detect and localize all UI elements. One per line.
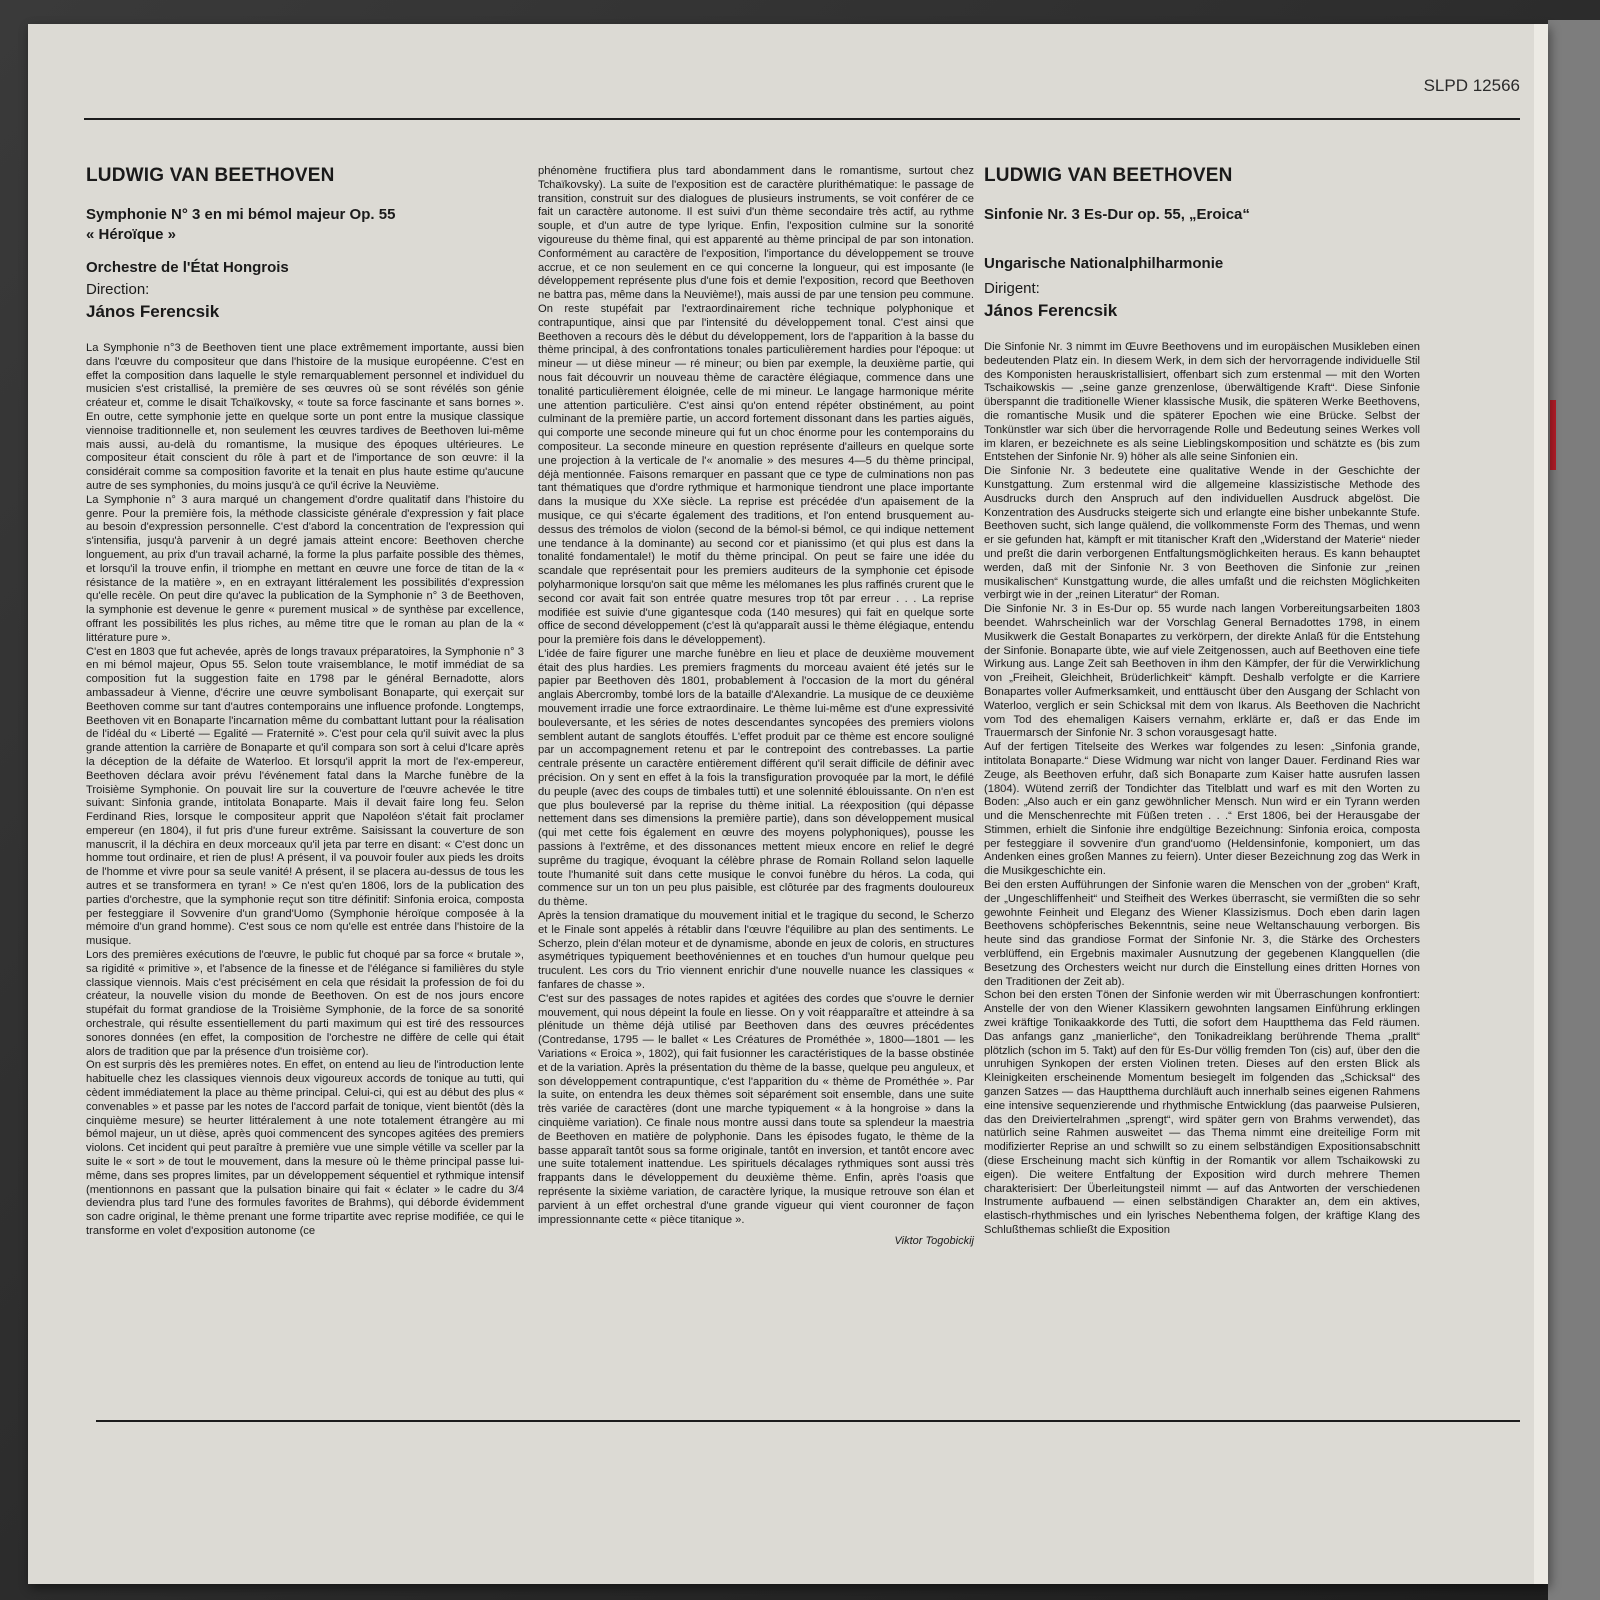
author-signature: Viktor Togobickij: [894, 1235, 974, 1248]
bottom-rule: [96, 1420, 1520, 1422]
direction-label: Direction:: [86, 281, 150, 298]
front-cover-edge: [1548, 20, 1600, 1600]
paragraph: Die Sinfonie Nr. 3 bedeutete eine qualitative Wende in der Geschichte der Kunstgattung. Zum erstenmal wird die allgemeine klassizistische Methode des Ausdrucks durch den Anspruch auf den individuellen Ausdruck abgelöst. Die Konzentration des Ausdrucks steigerte sich und erlangte eine bisher unbekannte Stufe. Beethoven sucht, sich lange quälend, die vollkommenste Form des Themas, und wenn er sie gefunden hat, kämpft er mit titanischer Kraft den „Widerstand der Materie“ nieder und preßt die darin verborgenen Entfaltungsmöglichkeiten heraus. Es kann behauptet werden, daß mit der Sinfonie Nr. 3 von Beethoven die Sinfonie zur „reinen musikalischen“ Kunstgattung wurde, die alles umfaßt und die reichsten Möglichkeiten verbirgt wie in der „reinen Literatur“ der Roman.: [984, 465, 1420, 602]
french-column-2: [538, 165, 974, 1247]
paragraph: C'est en 1803 que fut achevée, après de longs travaux préparatoires, la Symphonie n° 3 en mi bémol majeur, Opus 55. Selon toute vraisemblance, le motif immédiat de sa composition fut la suggestion faite en 1798 par le général Bernadotte, alors ambassadeur à Vienne, d'écrire une œuvre symbolisant Bonaparte, qui exerçait sur Beethoven comme sur tant d'autres contemporains une influence profonde. Longtemps, Beethoven vit en Bonaparte l'incarnation même du combattant luttant pour la réalisation de l'idéal du « Liberté — Egalité — Fraternité ». C'est pour cela qu'il suivit avec la plus grande attention la carrière de Bonaparte et qu'il compara son sort à celui d'Icare après la déception de la défaite de Waterloo. Et lorsqu'il apprit la mort de l'ex-empereur, Beethoven déclara avoir prévu l'événement fatal dans la Marche funèbre de la Troisième Symphonie. On pouvait lire sur la couverture de l'œuvre achevée le titre suivant: Sinfonia grande, intitolata Bonaparte. Mais il devait faire long feu. Selon Ferdinand Ries, lorsque le compositeur apprit que Napoléon s'était fait proclamer empereur (en 1804), il fut pris d'une fureur extrême. Saisissant la couverture de son manuscrit, il la déchira en deux morceaux qu'il jeta par terre en disant: « C'est donc un homme tout ordinaire, et rien de plus! A présent, il va pouvoir fouler aux pieds les droits de l'homme et vivre pour sa seule vanité! A présent, il se placera au-dessus de tous les autres et se transformera en tyran! » Ce n'est qu'en 1806, lors de la publication des parties d'orchestre, que la symphonie reçut son titre définitif: Sinfonia eroica, composta per festeggiare il Sovvenire d'un grand'Uomo (Symphonie héroïque composée à la mémoire d'un grand homme). C'est sous ce nom qu'elle est entrée dans l'histoire de la musique.: [86, 645, 524, 948]
paragraph: Lors des premières exécutions de l'œuvre, le public fut choqué par sa force « brutale », sa rigidité « primitive », et l'absence de la finesse et de l'élégance si familières du style classique viennois. Mais c'est précisément en cela que résidait la profession de foi du créateur, la nouvelle vision du monde de Beethoven. On est de nos jours encore stupéfait du format grandiose de la Troisième Symphonie, de la force de sa sonorité orchestrale, qui résulte essentiellement du parti maximum qui est tiré des ressources sonores données (en effet, la composition de l'orchestre ne diffère de celle qui était alors de tradition que par la présence d'un troisième cor).: [86, 949, 524, 1058]
dirigent-label: Dirigent:: [984, 280, 1040, 297]
composer-heading-fr: LUDWIG VAN BEETHOVEN: [86, 165, 335, 186]
composer-heading-de: LUDWIG VAN BEETHOVEN: [984, 165, 1233, 186]
cover-red-accent: [1550, 400, 1556, 470]
paragraph: C'est sur des passages de notes rapides et agitées des cordes que s'ouvre le dernier mouvement, qui nous dépeint la foule en liesse. On y voit réapparaître et atteindre à sa plénitude un thème déjà utilisé par Beethoven dans des œuvres précédentes (Contredanse, 1795 — le ballet « Les Créatures de Prométhée », 1800—1801 — les Variations « Eroica », 1802), qui fait fusionner les caractéristiques de la basse obstinée et de la variation. Après la présentation du thème de la basse, quelque peu anguleux, et son développement contrapuntique, c'est l'apparition du « thème de Prométhée ». Par la suite, on entendra les deux thèmes soit séparément soit ensemble, dans une suite très variée de caractères (dont une marche typiquement « à la hongroise » dans la cinquième variation). Ce finale nous montre aussi dans toute sa splendeur la maestria de Beethoven en matière de polyphonie. Dans les épisodes fugato, le thème de la basse apparaît tantôt sous sa forme originale, tantôt en inversion, et tantôt encore avec une suite totalement inattendue. Les spirituels décalages rythmiques sont aussi très frappants dans le développement du deuxième thème. Enfin, après l'oasis que représente la sixième variation, de caractère lyrique, la musique retrouve son élan et parvient à un effet orchestral d'une grande vigueur qui vient couronner de façon impressionnante cette « pièce titanique ».: [538, 992, 974, 1226]
paragraph: L'idée de faire figurer une marche funèbre en lieu et place de deuxième mouvement était des plus hardies. Les premiers fragments du morceau avaient été jetés sur le papier par Beethoven dès 1801, probablement à l'occasion de la mort du général anglais Abercromby, tombé lors de la bataille d'Alexandrie. La musique de ce deuxième mouvement irradie une force extraordinaire. Le thème lui-même est d'une expressivité bouleversante, et les séries de notes descendantes syncopées des premiers violons semblent autant de sanglots étouffés. L'effet produit par ce thème est encore souligné par un accompagnement retenu et par le contrepoint des contrebasses. La partie centrale présente un caractère entièrement différent qu'il serait difficile de définir avec précision. On y sent en effet à la fois la transfiguration provoquée par la mort, le défilé du peuple (avec des coups de timbales tutti) et une solennité éblouissante. On n'en est que plus bouleversé par la reprise du thème initial. La réexposition (qui dépasse nettement dans ses dimensions la première partie), dans son développement musical (qui met cette fois également en œuvre des moyens polyphoniques), pousse les passions à l'extrême, et des dissonances mettent mieux encore en relief le degré suprême du tragique, évoquant la célèbre phrase de Romain Rolland selon laquelle toute l'humanité suit dans cette musique le convoi funèbre du héros. La coda, qui commence sur un ton un peu plus paisible, est clôturée par des fragments douloureux du thème.: [538, 647, 974, 909]
german-column: [984, 165, 1420, 1238]
orchestra-fr: Orchestre de l'État Hongrois: [86, 259, 289, 276]
conductor-fr: János Ferencsik: [86, 302, 220, 321]
paragraph: Die Sinfonie Nr. 3 nimmt im Œuvre Beethovens und im europäischen Musikleben einen bedeutenden Platz ein. In diesem Werk, in dem sich der hervorragende individuelle Stil des Komponisten herauskristallisiert, offenbart sich zum erstenmal — mit den Worten Tschaikowskis — „seine ganze grenzenlose, überwältigende Kraft“. Diese Sinfonie überspannt die traditionelle Wiener klassische Musik, die späteren Werke Beethovens, die romantische Musik und die späterer Epochen wie eine Brücke. Selbst der Tonkünstler war sich über die hervorragende Rolle und Bedeutung seines Werkes voll im klaren, er bezeichnete es als seine Lieblingskomposition und schätzte es (bis zum Entstehen der Sinfonie Nr. 9) höher als alle seine Sinfonien ein.: [984, 341, 1420, 464]
paragraph: La Symphonie n° 3 aura marqué un changement d'ordre qualitatif dans l'histoire du genre. Pour la première fois, la méthode classiciste générale d'expression y fait place au besoin d'expression personnelle. C'est d'abord la concentration de l'expression qui s'intensifia, jusqu'à parvenir à un degré jamais atteint encore: Beethoven cherche longuement, au prix d'un travail acharné, la forme la plus parfaite possible des thèmes, et lorsqu'il la trouve enfin, il triomphe en mettant en œuvre une force de titan de la « résistance de la matière », en en extrayant littéralement les possibilités d'expression qu'elle recèle. On peut dire qu'avec la publication de la Symphonie n° 3 de Beethoven, la symphonie est devenue le genre « purement musical » de synthèse par excellence, offrant les possibilités les plus riches, au même titre que le roman au plan de la « littérature pure ».: [86, 493, 524, 644]
paragraph: Schon bei den ersten Tönen der Sinfonie werden wir mit Überraschungen konfrontiert: Anstelle der von den Wiener Klassikern gewohnten langsamen Einführung erklingen zwei kräftige Tonikaakkorde des Tutti, die sofort dem Hauptthema das Feld räumen. Das anfangs ganz „manierliche“, den Tonikadreiklang berührende Thema „prallt“ plötzlich (schon im 5. Takt) auf den für Es-Dur völlig fremden Ton (cis) auf, über den die unruhigen Synkopen der ersten Violinen treten. Dieses auf den ersten Blick als Kleinigkeiten erscheinende Momentum besiegelt im folgenden das „Schicksal“ des ganzen Satzes — das Hauptthema durchläuft auch innerhalb seines eigenen Rahmens eine intensive sequenzierende und rhythmische Entwicklung (das paarweise Pulsieren, das den Dreiviertelrahmen „sprengt“, wird später gern von Brahms verwendet), das natürlich seine Rahmen ausweitet — das Thema nimmt eine dreiteilige Form mit modifizierter Reprise an und schwillt so zu einem selbständigen Expositionsabschnitt (diese Erscheinung macht sich künftig in der Romantik vor allem Tschaikowski zu eigen). Die weitere Entfaltung der Exposition wird durch mehrere Themen charakterisiert: Der Überleitungsteil nimmt — auf das Antworten der verschiedenen Instrumente aufbauend — einen selbständigen Charakter an, dem ein aktives, elastisch-rhythmisches und ein lyrisches Nebenthema folgen, der kräftige Klang des Schlußthemas schließt die Exposition: [984, 989, 1420, 1236]
orchestra-de: Ungarische Nationalphilharmonie: [984, 255, 1224, 272]
conductor-de: János Ferencsik: [984, 301, 1118, 320]
work-title-line2: « Héroïque »: [86, 226, 177, 243]
top-rule: [84, 118, 1520, 120]
paragraph: Auf der fertigen Titelseite des Werkes war folgendes zu lesen: „Sinfonia grande, intitolata Bonaparte.“ Diese Widmung war nicht von langer Dauer. Ferdinand Ries war Zeuge, als Beethoven erfuhr, daß sich Bonaparte zum Kaiser hatte ausrufen lassen (1804). Wütend zerriß der Tondichter das Titelblatt und warf es mit den Worten zu Boden: „Also auch er ein ganz gewöhnlicher Mensch. Nun wird er ein Tyrann werden und die Menschenrechte mit Füßen treten . . .“ Erst 1806, bei der Herausgabe der Stimmen, erhielt die Sinfonie ihre endgültige Bezeichnung: Sinfonia eroica, composta per festeggiare il sovvenire d'un grand'uomo (Heldensinfonie, komponiert, um das Andenken eines großen Mannes zu feiern). Unter dieser Bezeichnung zog das Werk in die Musikgeschichte ein.: [984, 741, 1420, 878]
catalog-number: SLPD 12566: [1423, 76, 1520, 95]
work-title-fr: [86, 205, 524, 245]
work-title-de: Sinfonie Nr. 3 Es-Dur op. 55, „Eroica“: [984, 206, 1250, 223]
paragraph: phénomène fructifiera plus tard abondamment dans le romantisme, surtout chez Tchaïkovsky). La suite de l'exposition est de caractère plurithématique: le passage de transition, construit sur des dialogues de plusieurs instruments, se voit conférer de ce fait un caractère autonome. Il est suivi d'un thème secondaire très actif, au rythme souple, et d'un autre de type lyrique. Enfin, l'exposition culmine sur la sonorité vigoureuse du thème final, qui est apparenté au thème principal de par son intonation. Conformément au caractère de l'exposition, l'importance du développement se trouve accrue, et ce non seulement en ce qui concerne la longueur, qui est imposante (le développement représente plus d'une fois et demie l'exposition, record que Beethoven ne battra pas, même dans la Neuvième!), mais aussi de par une tension peu commune. On reste stupéfait par l'extraordinairement riche technique polyphonique et contrapuntique, ainsi que par l'intensité du développement tonal. C'est ainsi que Beethoven a recours dès le début du développement, lors de l'apparition à la basse du thème principal, à des confrontations tonales particulièrement hardies pour l'époque: ut mineur — ut dièse mineur — ré mineur; ou bien par exemple, la deuxième partie, qui nous fait découvrir un nouveau thème de caractère élégiaque, commence dans une tonalité particulièrement éloignée, celle de mi mineur. Le langage harmonique mérite une attention particulière. C'est ainsi qu'on entend répéter obstinément, au point culminant de la première partie, un accord fortement dissonant dans les parties aiguës, qui comporte une seconde mineure qui fut un choc énorme pour les contemporains du compositeur. La seconde mineure en question représente d'ailleurs en quelque sorte une projection à la verticale de l'« anomalie » des mesures 4—5 du thème principal, déjà mentionnée. Faisons remarquer en passant que ce type de culminations non pas tant thématiques que d'ordre rythmique et harmonique tiendront une place importante dans la musique du XXe siècle. La reprise est précédée d'un apaisement de la musique, ce qui s'écarte également des traditions, et l'on entend brusquement au-dessus des trémolos de violon (second de la bémol-si bémol, ce qui indique nettement une tendance à la dominante) au second cor et pianissimo (et qui plus est dans la tonalité fondamentale!) le motif du thème principal. On peut se faire une idée du scandale que représentait pour les premiers auditeurs de la symphonie cet épisode polyharmonique lorsqu'on sait que même les mélomanes les plus raffinés crurent que le second cor avait fait son entrée quatre mesures trop tôt par erreur . . . La reprise modifiée est suivie d'une gigantesque coda (140 mesures) qui fait en quelque sorte office de second développement (c'est là qu'apparaît aussi le thème élégiaque, entendu pour la première fois dans le développement).: [538, 165, 974, 647]
liner-notes-fr-part1: [86, 342, 524, 1239]
paragraph: Die Sinfonie Nr. 3 in Es-Dur op. 55 wurde nach langen Vorbereitungsarbeiten 1803 beendet. Wahrscheinlich war der Vorschlag General Bernadottes 1798, in einem Musikwerk die Gestalt Bonapartes zu verkörpern, der direkte Anlaß für die Entstehung der Sinfonie. Bonaparte übte, wie auf viele Zeitgenossen, auch auf Beethoven eine tiefe Wirkung aus. Lange Zeit sah Beethoven in ihm den Kämpfer, der für die Verwirklichung von „Freiheit, Gleichheit, Brüderlichkeit“ kämpft. Deshalb verfolgte er die Karriere Bonapartes voller Aufmerksamkeit, und enttäuscht über den Ausgang der Schlacht von Waterloo, verglich er sein Schicksal mit dem von Ikarus. Als Beethoven die Nachricht vom Tod des ehemaligen Kaisers vernahm, erklärte er, daß er das Ende im Trauermarsch der Sinfonie Nr. 3 schon vorausgesagt hatte.: [984, 603, 1420, 740]
liner-notes-fr-part2: [538, 165, 974, 1227]
liner-notes-de: [984, 341, 1420, 1238]
paragraph: Bei den ersten Aufführungen der Sinfonie waren die Menschen von der „groben“ Kraft, der „Ungeschliffenheit“ und Steifheit des Werkes überrascht, sie vermißten die so sehr gewohnte Feinheit und Eleganz des Wiener Klassizismus. Doch eben darin lagen Beethovens schöpferisches Bekenntnis, seine neue Weltanschauung verborgen. Bis heute sind das grandiose Format der Sinfonie Nr. 3, die Stärke des Orchesters verblüffend, ein Ergebnis maximaler Ausnutzung der gegebenen Klangquellen (die Besetzung des Orchesters weicht nur durch die Einstellung eines dritten Hornes von den Traditionen der Zeit ab).: [984, 879, 1420, 988]
paragraph: On est surpris dès les premières notes. En effet, on entend au lieu de l'introduction lente habituelle chez les classiques viennois deux vigoureux accords de tonique au tutti, qui cèdent immédiatement la place au thème principal. Celui-ci, qui est au début des plus « convenables » et passe par les notes de l'accord parfait de tonique, vient bientôt (dès la cinquième mesure) se heurter littéralement à une note totalement étrangère au mi bémol majeur, un ut dièse, après quoi commencent des syncopes agitées des premiers violons. Cet incident qui peut paraître à première vue une simple vétille va sceller par la suite le « sort » de tout le mouvement, dans la mesure où le thème principal passe lui-même, dans ses propres limites, par un développement séquentiel et rythmique intensif (mentionnons en passant que la pulsation binaire qui fait « éclater » le cadre du 3/4 deviendra plus tard l'une des formules favorites de Brahms), qui déborde évidemment son cadre original, le thème prenant une forme tripartite avec reprise modifiée, ce qui le transforme en volet d'exposition autonome (ce: [86, 1059, 524, 1237]
french-column-1: [86, 165, 524, 1239]
sleeve-edge-stripe: [1534, 24, 1548, 1584]
paragraph: Après la tension dramatique du mouvement initial et le tragique du second, le Scherzo et le Finale sont appelés à rétablir dans l'œuvre l'équilibre au plan des sentiments. Le Scherzo, plein d'élan moteur et de dynamisme, abonde en jeux de coloris, en structures asymétriques typiquement beethovéniennes et en touches d'un humour quelque peu truculent. Les cors du Trio viennent enrichir d'une nouvelle nuance les classiques « fanfares de chasse ».: [538, 910, 974, 992]
work-title-line1: Symphonie N° 3 en mi bémol majeur Op. 55: [86, 206, 396, 223]
paragraph: La Symphonie n°3 de Beethoven tient une place extrêmement importante, aussi bien dans l'œuvre du compositeur que dans l'histoire de la musique européenne. C'est en effet la composition dans laquelle le style remarquablement personnel et individuel du musicien s'est cristallisé, la première de ses œuvres où se sont révélés son génie créateur et, comme le disait Tchaïkovsky, « toute sa force fascinante et sans bornes ». En outre, cette symphonie jette en quelque sorte un pont entre la musique classique viennoise traditionnelle et, non seulement les œuvres tardives de Beethoven lui-même mais aussi, au-delà du romantisme, la musique des époques ultérieures. Le compositeur était conscient du rôle à part et de l'importance de son œuvre: il la considérait comme sa composition favorite et la tenait en plus haute estime qu'aucune autre de ses symphonies, du moins jusqu'à ce qu'il écrive la Neuvième.: [86, 342, 524, 492]
